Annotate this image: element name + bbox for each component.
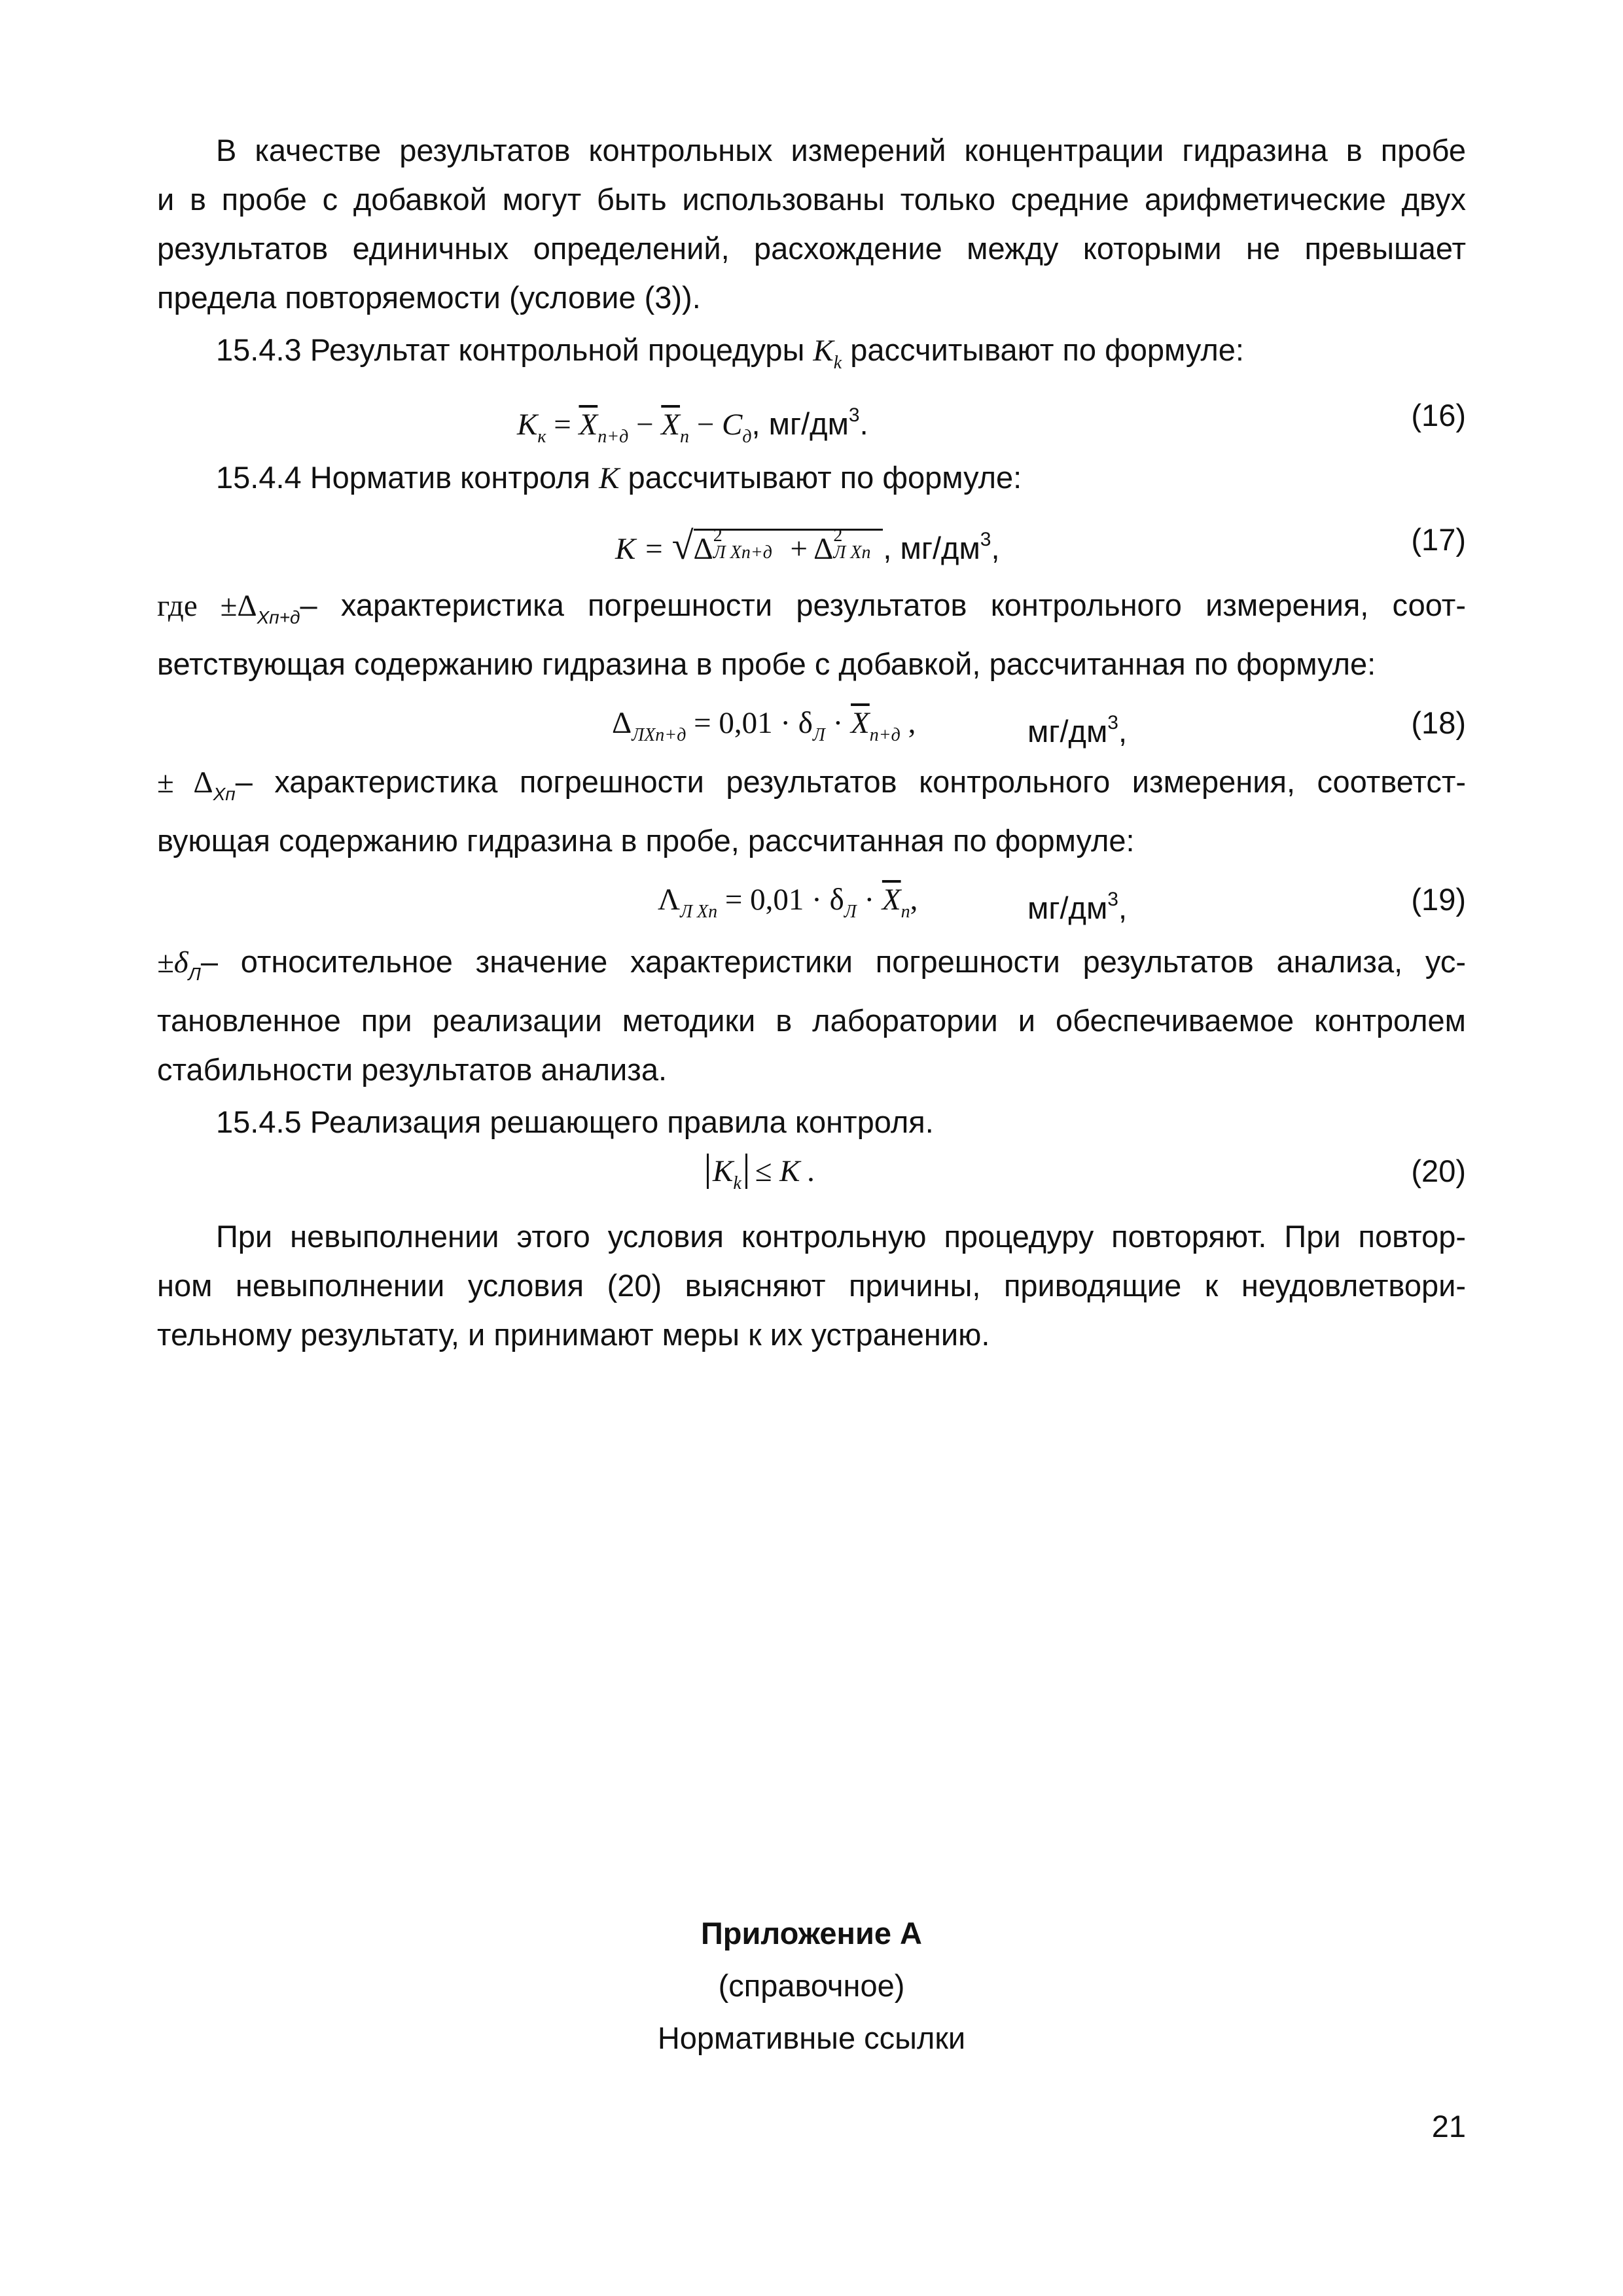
formula-18: $\Delta_{ЛXп+д} = 0,01 \cdot \delta_Л \cdot \overline{X}_{п+д}$ , [612,706,916,745]
formula-19-unit: $мг/дм^3$, [1027,889,1128,925]
definition-line: где $\pm\Delta_{Xп+д}-$ характеристика погрешности результатов контрольного измерения, соот- [157,588,1466,627]
appendix-subtitle: (справочное) [718,1968,905,2003]
clause-15-4-4 [216,458,1466,498]
formula-18-unit: $мг/дм^3$, [1027,712,1128,749]
paragraph-line: В качестве результатов контрольных измерений концентрации гидразина в пробе [216,133,1466,168]
definition-line: ± $\Delta_{Xп}-$ характеристика погрешности результатов контрольного измерения, соответст- [157,764,1466,804]
definition-line: ветствующая содержанию гидразина в пробе с добавкой, рассчитанная по формуле: [157,646,1376,681]
clause-text: рассчитывают по формуле: [628,460,1022,495]
clause-text: 15.4.4 Норматив контроля [216,460,591,495]
paragraph-line: тельному результату, и принимают меры к их устранению. [157,1317,990,1352]
formula-19: $\Lambda_{Л Xп} = 0,01 \cdot \delta_Л \cdot \overline{X}_п$, [658,883,918,922]
appendix-title: Приложение А [701,1916,922,1951]
definition-line: $\pm\delta_Л-$ относительное значение характеристики погрешности результатов анализа, ус- [157,944,1466,984]
equation-number: (19) [1411,882,1466,917]
paragraph-line: предела повторяемости (условие (3)). [157,280,701,315]
equation-number: (18) [1411,705,1466,740]
definition-line: стабильности результатов анализа. [157,1052,668,1087]
clause-15-4-3 [216,330,1466,383]
equation-number: (16) [1411,398,1466,433]
definition-line: тановленное при реализации методики в лаборатории и обеспечиваемое контролем [157,1003,1466,1038]
equation-number: (20) [1411,1154,1466,1188]
formula-16: $K_к = \overline{X}_{п+д} - \overline{X}_п - C_д$, $мг/дм^3$. [517,404,868,447]
paragraph-line: При невыполнении этого условия контрольную процедуру повторяют. При повтор- [216,1219,1466,1254]
definition-line: вующая содержанию гидразина в пробе, рассчитанная по формуле: [157,823,1135,858]
formula-17: K = √Δ 2 Л Xп+д + Δ 2 Л Xп , $мг/дм^3$, [615,524,1000,567]
equation-number: (17) [1411,522,1466,557]
paragraph-line: результатов единичных определений, расхождение между которыми не превышает [157,231,1466,266]
formula-symbol: K [599,461,620,495]
page-number: 21 [1431,2109,1466,2144]
paragraph-line: и в пробе с добавкой могут быть использованы только средние арифметические двух [157,182,1466,217]
appendix-heading: Нормативные ссылки [657,2021,966,2055]
clause-text: 15.4.3 Результат контрольной процедуры [216,332,805,367]
formula-20: $K_k \le K$ . [707,1152,815,1191]
paragraph-line: ном невыполнении условия (20) выясняют причины, приводящие к неудовлетвори- [157,1268,1466,1303]
clause-15-4-5: 15.4.5 Реализация решающего правила контроля. [216,1104,934,1139]
formula-symbol: $K_k$ [813,334,842,373]
clause-text: рассчитывают по формуле: [850,332,1244,367]
